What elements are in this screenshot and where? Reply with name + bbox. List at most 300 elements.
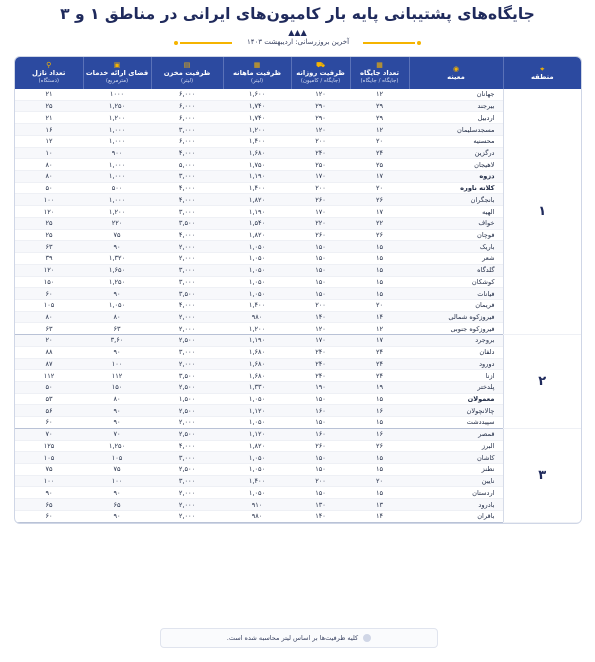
value-cell: ۱,۰۰۰ bbox=[83, 194, 151, 206]
value-cell: ۱,۰۵۰ bbox=[223, 276, 291, 288]
column-header bbox=[291, 57, 350, 89]
value-cell: ۱,۰۵۰ bbox=[223, 487, 291, 499]
value-cell: ۸۰ bbox=[83, 311, 151, 323]
table-row bbox=[15, 159, 581, 171]
column-header bbox=[151, 57, 223, 89]
column-header bbox=[83, 57, 151, 89]
stations-table-wrapper bbox=[14, 56, 582, 524]
value-cell: ۳۹ bbox=[15, 253, 83, 265]
city-cell: دزوه bbox=[409, 171, 503, 183]
value-cell: ۹۰ bbox=[83, 288, 151, 300]
column-header-label: ظرفیت روزانه bbox=[296, 69, 345, 77]
value-cell: ۴,۰۰۰ bbox=[151, 440, 223, 452]
city-cell: الهیه bbox=[409, 206, 503, 218]
region-cell: ۲ bbox=[503, 335, 581, 429]
column-header-label: تعداد نازل bbox=[32, 69, 66, 77]
value-cell: ۱۴۰ bbox=[291, 311, 350, 323]
value-cell: ۱,۱۲۰ bbox=[223, 405, 291, 417]
value-cell: ۱,۱۹۰ bbox=[223, 335, 291, 347]
value-cell: ۱۰۰۰ bbox=[83, 89, 151, 100]
value-cell: ۹۱۰ bbox=[223, 499, 291, 511]
column-header-label: منطقه bbox=[530, 72, 554, 81]
footnote-text: کلیه ظرفیت‌ها بر اساس لیتر محاسبه شده است. bbox=[226, 634, 359, 642]
column-header-label: ظرفیت مخزن bbox=[163, 69, 211, 77]
value-cell: ۱۴۰ bbox=[291, 510, 350, 522]
value-cell: ۱,۰۵۰ bbox=[223, 452, 291, 464]
value-cell: ۱۶ bbox=[350, 405, 409, 417]
value-cell: ۳,۵۰۰ bbox=[151, 288, 223, 300]
value-cell: ۱,۰۵۰ bbox=[223, 241, 291, 253]
city-cell: مسجدسلیمان bbox=[409, 124, 503, 136]
table-row bbox=[15, 499, 581, 511]
column-header-label: ظرفیت ماهانه bbox=[232, 69, 282, 77]
region-cell: ۳ bbox=[503, 428, 581, 522]
calendar-icon: ▦ bbox=[376, 61, 383, 69]
last-update: آخرین بروزرسانی: اردیبهشت ۱۴۰۳ bbox=[246, 38, 350, 46]
value-cell: ۲,۵۰۰ bbox=[151, 464, 223, 476]
value-cell: ۱۹۰ bbox=[291, 381, 350, 393]
value-cell: ۱,۰۰۰ bbox=[83, 171, 151, 183]
value-cell: ۱۵ bbox=[350, 464, 409, 476]
table-row bbox=[15, 452, 581, 464]
value-cell: ۸۰ bbox=[83, 393, 151, 405]
city-cell: فیروزکوه جنوبی bbox=[409, 323, 503, 335]
column-header bbox=[15, 57, 83, 89]
value-cell: ۲,۵۰۰ bbox=[151, 335, 223, 347]
value-cell: ۶۳ bbox=[15, 323, 83, 335]
value-cell: ۱۲۰ bbox=[291, 124, 350, 136]
value-cell: ۲۴ bbox=[350, 346, 409, 358]
value-cell: ۱۹ bbox=[350, 381, 409, 393]
value-cell: ۱,۴۰۰ bbox=[223, 299, 291, 311]
table-row bbox=[15, 346, 581, 358]
city-cell: فیروزکوه شمالی bbox=[409, 311, 503, 323]
value-cell: ۷۵ bbox=[15, 464, 83, 476]
value-cell: ۱۵ bbox=[350, 264, 409, 276]
city-cell: دورود bbox=[409, 358, 503, 370]
value-cell: ۲۶۰ bbox=[291, 440, 350, 452]
city-cell: کاشان bbox=[409, 452, 503, 464]
value-cell: ۲۲ bbox=[350, 217, 409, 229]
value-cell: ۶,۰۰۰ bbox=[151, 100, 223, 112]
value-cell: ۶,۰۰۰ bbox=[151, 112, 223, 124]
table-row bbox=[15, 253, 581, 265]
value-cell: ۲,۰۰۰ bbox=[151, 323, 223, 335]
column-header-unit: (مترمربع) bbox=[105, 78, 129, 84]
value-cell: ۲۵ bbox=[15, 229, 83, 241]
value-cell: ۱,۴۰۰ bbox=[223, 475, 291, 487]
value-cell: ۱۵ bbox=[350, 452, 409, 464]
value-cell: ۱,۶۸۰ bbox=[223, 346, 291, 358]
city-cell: بروجرد bbox=[409, 335, 503, 347]
value-cell: ۱۰۰ bbox=[83, 475, 151, 487]
value-cell: ۱۵ bbox=[350, 276, 409, 288]
value-cell: ۹۰ bbox=[83, 510, 151, 522]
value-cell: ۱,۱۹۰ bbox=[223, 171, 291, 183]
table-row bbox=[15, 381, 581, 393]
city-cell: نایین bbox=[409, 475, 503, 487]
value-cell: ۱۵۰ bbox=[83, 381, 151, 393]
value-cell: ۳,۵۰۰ bbox=[151, 217, 223, 229]
value-cell: ۱,۰۵۰ bbox=[223, 253, 291, 265]
table-row bbox=[15, 182, 581, 194]
table-row bbox=[15, 217, 581, 229]
city-cell: گلدگاه bbox=[409, 264, 503, 276]
value-cell: ۱,۰۵۰ bbox=[223, 464, 291, 476]
value-cell: ۱۷ bbox=[350, 206, 409, 218]
city-cell: قمصر bbox=[409, 428, 503, 440]
value-cell: ۱۵ bbox=[350, 253, 409, 265]
value-cell: ۲,۰۰۰ bbox=[151, 311, 223, 323]
value-cell: ۱,۰۰۰ bbox=[83, 135, 151, 147]
value-cell: ۱,۲۰۰ bbox=[83, 206, 151, 218]
table-row bbox=[15, 464, 581, 476]
value-cell: ۱۲۰ bbox=[15, 206, 83, 218]
value-cell: ۸۰ bbox=[15, 159, 83, 171]
value-cell: ۱۵۰ bbox=[291, 276, 350, 288]
value-cell: ۱۰۵ bbox=[83, 452, 151, 464]
value-cell: ۲۲۰ bbox=[83, 217, 151, 229]
value-cell: ۱۷۰ bbox=[291, 335, 350, 347]
table-row bbox=[15, 147, 581, 159]
area-icon: ▣ bbox=[113, 61, 121, 69]
table-row bbox=[15, 487, 581, 499]
value-cell: ۱۲ bbox=[350, 323, 409, 335]
value-cell: ۱۲۵ bbox=[15, 440, 83, 452]
value-cell: ۱,۲۵۰ bbox=[83, 440, 151, 452]
city-cell: سپیددشت bbox=[409, 417, 503, 429]
value-cell: ۲۶ bbox=[350, 440, 409, 452]
value-cell: ۹۰ bbox=[83, 487, 151, 499]
value-cell: ۱۲۰ bbox=[291, 89, 350, 100]
table-row bbox=[15, 171, 581, 183]
city-cell: شعر bbox=[409, 253, 503, 265]
table-row bbox=[15, 288, 581, 300]
value-cell: ۱,۰۵۰ bbox=[223, 288, 291, 300]
table-body bbox=[15, 89, 581, 522]
value-cell: ۱۷۰ bbox=[291, 206, 350, 218]
value-cell: ۵۰ bbox=[15, 381, 83, 393]
value-cell: ۱,۳۲۰ bbox=[83, 253, 151, 265]
value-cell: ۱۶ bbox=[350, 428, 409, 440]
value-cell: ۸۸ bbox=[15, 346, 83, 358]
value-cell: ۱۰۵ bbox=[15, 299, 83, 311]
value-cell: ۲۴ bbox=[350, 358, 409, 370]
city-cell: معمولان bbox=[409, 393, 503, 405]
value-cell: ۱۷ bbox=[350, 335, 409, 347]
city-cell: کوشکان bbox=[409, 276, 503, 288]
pin-icon: ◉ bbox=[452, 64, 460, 73]
value-cell: ۱۳۰ bbox=[291, 499, 350, 511]
city-cell: ازنا bbox=[409, 370, 503, 382]
value-cell: ۲۰۰ bbox=[291, 475, 350, 487]
city-cell: پلدختر bbox=[409, 381, 503, 393]
value-cell: ۱۰۰ bbox=[83, 358, 151, 370]
value-cell: ۱,۲۵۰ bbox=[83, 100, 151, 112]
value-cell: ۱,۶۸۰ bbox=[223, 370, 291, 382]
value-cell: ۲۰ bbox=[15, 335, 83, 347]
value-cell: ۱۵۰ bbox=[291, 241, 350, 253]
column-header-unit: (جایگاه / جایگاه) bbox=[360, 78, 399, 84]
table-row bbox=[15, 241, 581, 253]
table-row bbox=[15, 475, 581, 487]
value-cell: ۳,۰۰۰ bbox=[151, 206, 223, 218]
value-cell: ۷۵ bbox=[83, 464, 151, 476]
column-header-unit: (دستگاه) bbox=[38, 78, 60, 84]
value-cell: ۶۳ bbox=[15, 241, 83, 253]
value-cell: ۳,۶۰ bbox=[83, 335, 151, 347]
value-cell: ۲,۰۰۰ bbox=[151, 241, 223, 253]
value-cell: ۱۰ bbox=[15, 147, 83, 159]
value-cell: ۲۵ bbox=[15, 100, 83, 112]
value-cell: ۱۶۰ bbox=[291, 428, 350, 440]
value-cell: ۲۹۰ bbox=[291, 100, 350, 112]
table-row bbox=[15, 276, 581, 288]
city-cell: اردستان bbox=[409, 487, 503, 499]
value-cell: ۲,۵۰۰ bbox=[151, 405, 223, 417]
divider-dot bbox=[417, 41, 421, 45]
value-cell: ۲,۰۰۰ bbox=[151, 487, 223, 499]
value-cell: ۲۴ bbox=[350, 147, 409, 159]
value-cell: ۲۵ bbox=[350, 159, 409, 171]
value-cell: ۳,۰۰۰ bbox=[151, 264, 223, 276]
table-row bbox=[15, 112, 581, 124]
value-cell: ۱۴ bbox=[350, 311, 409, 323]
value-cell: ۶,۰۰۰ bbox=[151, 135, 223, 147]
column-header-label: فضای ارائه خدمات bbox=[85, 69, 149, 77]
value-cell: ۲۱ bbox=[15, 112, 83, 124]
value-cell: ۱,۶۸۰ bbox=[223, 358, 291, 370]
divider bbox=[180, 42, 232, 44]
value-cell: ۱۰۵ bbox=[15, 452, 83, 464]
table-row bbox=[15, 135, 581, 147]
value-cell: ۱۵۰ bbox=[291, 264, 350, 276]
value-cell: ۲,۰۰۰ bbox=[151, 510, 223, 522]
value-cell: ۲,۰۰۰ bbox=[151, 417, 223, 429]
value-cell: ۷۰ bbox=[83, 428, 151, 440]
value-cell: ۲۰ bbox=[350, 475, 409, 487]
table-row bbox=[15, 299, 581, 311]
value-cell: ۴,۰۰۰ bbox=[151, 182, 223, 194]
value-cell: ۱۲۰ bbox=[291, 323, 350, 335]
value-cell: ۱۱۲ bbox=[83, 370, 151, 382]
table-header-row bbox=[15, 57, 581, 89]
value-cell: ۲۵۰ bbox=[291, 159, 350, 171]
value-cell: ۴,۰۰۰ bbox=[151, 229, 223, 241]
city-cell: البرز bbox=[409, 440, 503, 452]
value-cell: ۲,۵۰۰ bbox=[151, 381, 223, 393]
value-cell: ۲۹ bbox=[350, 112, 409, 124]
city-cell: لاهیجان bbox=[409, 159, 503, 171]
value-cell: ۳,۰۰۰ bbox=[151, 124, 223, 136]
value-cell: ۱,۲۰۰ bbox=[223, 124, 291, 136]
value-cell: ۶۰ bbox=[15, 288, 83, 300]
value-cell: ۱۰۰ bbox=[15, 475, 83, 487]
value-cell: ۲۶۰ bbox=[291, 194, 350, 206]
value-cell: ۹۰۰ bbox=[83, 147, 151, 159]
value-cell: ۱,۸۲۰ bbox=[223, 229, 291, 241]
value-cell: ۹۰ bbox=[83, 417, 151, 429]
value-cell: ۳,۵۰۰ bbox=[151, 370, 223, 382]
value-cell: ۹۰ bbox=[83, 405, 151, 417]
value-cell: ۸۰ bbox=[15, 171, 83, 183]
value-cell: ۱۶۰ bbox=[291, 405, 350, 417]
value-cell: ۴,۰۰۰ bbox=[151, 299, 223, 311]
value-cell: ۱۵۰ bbox=[291, 288, 350, 300]
nozzle-icon: ⚲ bbox=[46, 61, 52, 69]
column-header bbox=[409, 57, 503, 89]
value-cell: ۹۰ bbox=[15, 487, 83, 499]
value-cell: ۲۵ bbox=[15, 217, 83, 229]
table-row bbox=[15, 311, 581, 323]
value-cell: ۱,۱۲۰ bbox=[223, 428, 291, 440]
value-cell: ۱,۰۵۰ bbox=[223, 417, 291, 429]
value-cell: ۱۲ bbox=[350, 124, 409, 136]
value-cell: ۱,۰۰۰ bbox=[83, 159, 151, 171]
value-cell: ۱۶ bbox=[15, 124, 83, 136]
value-cell: ۱,۸۲۰ bbox=[223, 440, 291, 452]
value-cell: ۲,۰۰۰ bbox=[151, 358, 223, 370]
value-cell: ۲۴ bbox=[350, 370, 409, 382]
table-row bbox=[15, 428, 581, 440]
page-title: جایگاه‌های پشتیبانی پایه بار کامیون‌های ایرانی در مناطق ۱ و ۳ bbox=[60, 5, 535, 23]
value-cell: ۹۰ bbox=[83, 241, 151, 253]
table-row bbox=[15, 370, 581, 382]
value-cell: ۱,۷۴۰ bbox=[223, 100, 291, 112]
value-cell: ۱۵ bbox=[350, 288, 409, 300]
value-cell: ۱۲ bbox=[15, 135, 83, 147]
value-cell: ۲,۰۰۰ bbox=[151, 253, 223, 265]
value-cell: ۷۰ bbox=[15, 428, 83, 440]
city-cell: محسنیه bbox=[409, 135, 503, 147]
value-cell: ۲۰۰ bbox=[291, 299, 350, 311]
value-cell: ۱۲۰ bbox=[15, 264, 83, 276]
table-row bbox=[15, 440, 581, 452]
table-row bbox=[15, 229, 581, 241]
value-cell: ۱,۷۵۰ bbox=[223, 159, 291, 171]
value-cell: ۱۵ bbox=[350, 393, 409, 405]
city-cell: کلاته ناوره bbox=[409, 182, 503, 194]
value-cell: ۲۴۰ bbox=[291, 346, 350, 358]
value-cell: ۱۰۰ bbox=[15, 194, 83, 206]
value-cell: ۶۳ bbox=[83, 323, 151, 335]
value-cell: ۱۷۰ bbox=[291, 171, 350, 183]
table-row bbox=[15, 417, 581, 429]
city-cell: جهانان bbox=[409, 89, 503, 100]
value-cell: ۲۰ bbox=[350, 299, 409, 311]
value-cell: ۱,۶۰۰ bbox=[223, 89, 291, 100]
city-cell: اردبیل bbox=[409, 112, 503, 124]
value-cell: ۱۵۰ bbox=[291, 464, 350, 476]
value-cell: ۹۸۰ bbox=[223, 510, 291, 522]
title-decoration-icon: ▲▲▲ bbox=[288, 28, 307, 37]
city-cell: چالانچولان bbox=[409, 405, 503, 417]
value-cell: ۱,۶۸۰ bbox=[223, 147, 291, 159]
value-cell: ۵۳ bbox=[15, 393, 83, 405]
value-cell: ۲۶۰ bbox=[291, 229, 350, 241]
value-cell: ۲۶ bbox=[350, 229, 409, 241]
value-cell: ۱۴ bbox=[350, 510, 409, 522]
update-line bbox=[0, 37, 595, 49]
city-cell: باقران bbox=[409, 510, 503, 522]
table-row bbox=[15, 393, 581, 405]
value-cell: ۶۵ bbox=[15, 499, 83, 511]
stations-table bbox=[15, 57, 581, 523]
value-cell: ۱۵۰ bbox=[15, 276, 83, 288]
value-cell: ۲۲۰ bbox=[291, 217, 350, 229]
value-cell: ۱,۶۵۰ bbox=[83, 264, 151, 276]
value-cell: ۲۰۰ bbox=[291, 135, 350, 147]
value-cell: ۴,۰۰۰ bbox=[151, 147, 223, 159]
column-header bbox=[503, 57, 581, 89]
value-cell: ۱,۰۵۰ bbox=[223, 264, 291, 276]
value-cell: ۳,۰۰۰ bbox=[151, 276, 223, 288]
value-cell: ۱۵ bbox=[350, 487, 409, 499]
value-cell: ۵۰ bbox=[15, 182, 83, 194]
city-cell: نطنز bbox=[409, 464, 503, 476]
value-cell: ۲,۵۰۰ bbox=[151, 428, 223, 440]
value-cell: ۶,۰۰۰ bbox=[151, 89, 223, 100]
value-cell: ۸۷ bbox=[15, 358, 83, 370]
value-cell: ۹۰ bbox=[83, 346, 151, 358]
city-cell: فوچان bbox=[409, 229, 503, 241]
calendar-icon: ▦ bbox=[253, 61, 261, 69]
table-row bbox=[15, 358, 581, 370]
value-cell: ۱۵۰ bbox=[291, 417, 350, 429]
value-cell: ۱۳ bbox=[350, 499, 409, 511]
tank-icon: ▤ bbox=[183, 61, 191, 69]
table-row bbox=[15, 89, 581, 100]
value-cell: ۱۱۲ bbox=[15, 370, 83, 382]
column-header-label: تعداد جایگاه bbox=[359, 69, 400, 77]
table-row bbox=[15, 335, 581, 347]
truck-icon: ⛟ bbox=[316, 61, 325, 69]
divider bbox=[363, 42, 415, 44]
value-cell: ۱۵۰ bbox=[291, 452, 350, 464]
value-cell: ۱,۲۰۰ bbox=[83, 112, 151, 124]
value-cell: ۱۵۰ bbox=[291, 487, 350, 499]
column-header-unit: (لیتر) bbox=[180, 78, 194, 84]
value-cell: ۱,۱۹۰ bbox=[223, 206, 291, 218]
value-cell: ۷۵ bbox=[83, 229, 151, 241]
value-cell: ۲۰۰ bbox=[291, 182, 350, 194]
city-cell: بادرود bbox=[409, 499, 503, 511]
value-cell: ۱,۰۰۰ bbox=[83, 124, 151, 136]
value-cell: ۲۱ bbox=[15, 89, 83, 100]
column-header-unit: (جایگاه / کامیون) bbox=[300, 78, 341, 84]
value-cell: ۱۵ bbox=[350, 241, 409, 253]
value-cell: ۲۴۰ bbox=[291, 147, 350, 159]
table-row bbox=[15, 405, 581, 417]
value-cell: ۱,۰۵۰ bbox=[223, 393, 291, 405]
value-cell: ۹۸۰ bbox=[223, 311, 291, 323]
table-row bbox=[15, 206, 581, 218]
divider-dot bbox=[174, 41, 178, 45]
value-cell: ۳,۰۰۰ bbox=[151, 346, 223, 358]
value-cell: ۱,۰۵۰ bbox=[83, 299, 151, 311]
table-row bbox=[15, 100, 581, 112]
city-cell: بیرجند bbox=[409, 100, 503, 112]
table-row bbox=[15, 510, 581, 522]
footnote bbox=[160, 628, 438, 648]
region-cell: ۱ bbox=[503, 89, 581, 335]
value-cell: ۲۴۰ bbox=[291, 358, 350, 370]
column-header bbox=[350, 57, 409, 89]
value-cell: ۱,۷۴۰ bbox=[223, 112, 291, 124]
value-cell: ۲۴۰ bbox=[291, 370, 350, 382]
city-cell: فریمان bbox=[409, 299, 503, 311]
value-cell: ۵۰۰ bbox=[83, 182, 151, 194]
